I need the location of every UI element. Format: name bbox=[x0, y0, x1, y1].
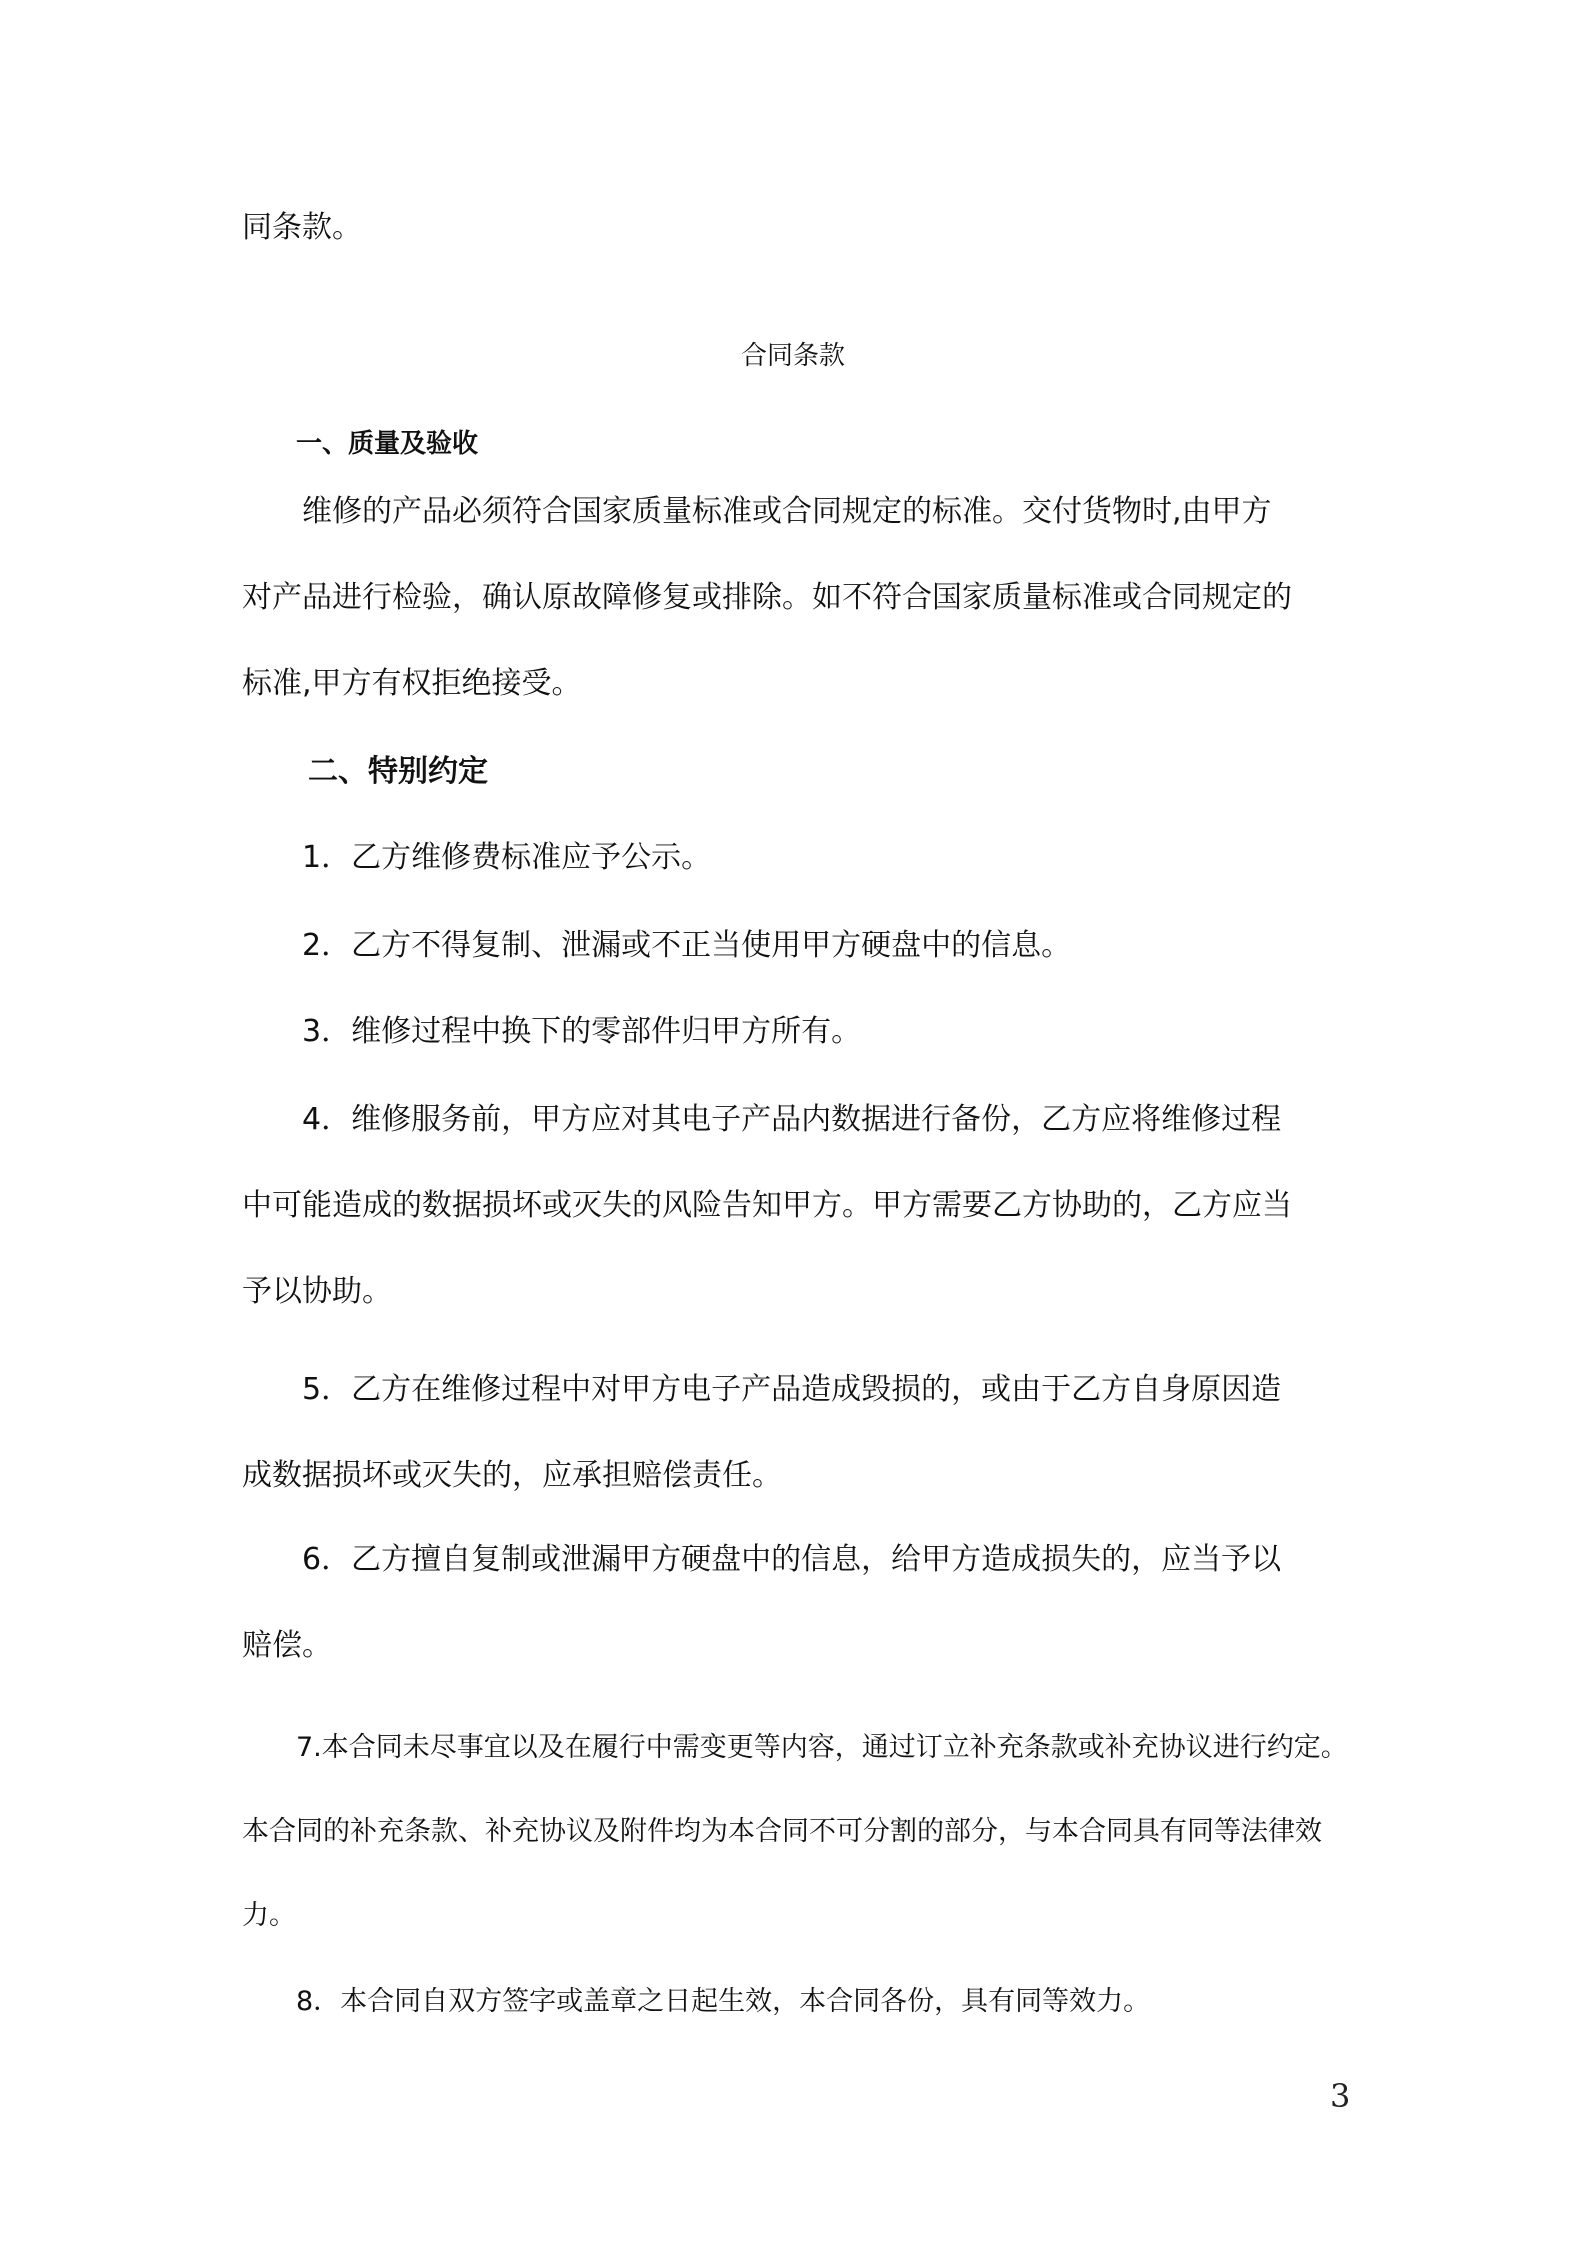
section-1-line-1: 维修的产品必须符合国家质量标准或合同规定的标准。交付货物时,由甲方 bbox=[302, 494, 1272, 529]
item-7-line-3: 力。 bbox=[242, 1900, 296, 1931]
item-5-line-1: 5．乙方在维修过程中对甲方电子产品造成毁损的，或由于乙方自身原因造 bbox=[302, 1372, 1282, 1407]
item-7-line-1: 7.本合同未尽事宜以及在履行中需变更等内容，通过订立补充条款或补充协议进行约定。 bbox=[296, 1732, 1348, 1763]
page-title: 合同条款 bbox=[740, 341, 845, 371]
item-7-line-2: 本合同的补充条款、补充协议及附件均为本合同不可分割的部分，与本合同具有同等法律效 bbox=[242, 1816, 1322, 1847]
item-6-line-1: 6．乙方擅自复制或泄漏甲方硬盘中的信息，给甲方造成损失的，应当予以 bbox=[302, 1542, 1282, 1577]
section-1-line-2: 对产品进行检验，确认原故障修复或排除。如不符合国家质量标准或合同规定的 bbox=[242, 580, 1292, 615]
item-4-line-2: 中可能造成的数据损坏或灭失的风险告知甲方。甲方需要乙方协助的，乙方应当 bbox=[242, 1188, 1292, 1223]
item-5-line-2: 成数据损坏或灭失的，应承担赔偿责任。 bbox=[242, 1458, 782, 1493]
item-2-line-1: 2．乙方不得复制、泄漏或不正当使用甲方硬盘中的信息。 bbox=[302, 928, 1072, 963]
page-number: 3 bbox=[1330, 2077, 1351, 2115]
section-1-line-3: 标准,甲方有权拒绝接受。 bbox=[242, 666, 582, 701]
item-8-line-1: 8．本合同自双方签字或盖章之日起生效，本合同各份，具有同等效力。 bbox=[296, 1986, 1151, 2017]
section-1-heading: 一、质量及验收 bbox=[296, 429, 479, 459]
item-4-line-1: 4．维修服务前，甲方应对其电子产品内数据进行备份，乙方应将维修过程 bbox=[302, 1102, 1282, 1137]
item-1-line-1: 1．乙方维修费标准应予公示。 bbox=[302, 840, 712, 875]
item-6-line-2: 赔偿。 bbox=[242, 1628, 332, 1663]
item-4-line-3: 予以协助。 bbox=[242, 1274, 392, 1309]
continuation-text: 同条款。 bbox=[242, 210, 362, 245]
section-2-heading: 二、特别约定 bbox=[308, 754, 488, 789]
item-3-line-1: 3．维修过程中换下的零部件归甲方所有。 bbox=[302, 1014, 862, 1049]
